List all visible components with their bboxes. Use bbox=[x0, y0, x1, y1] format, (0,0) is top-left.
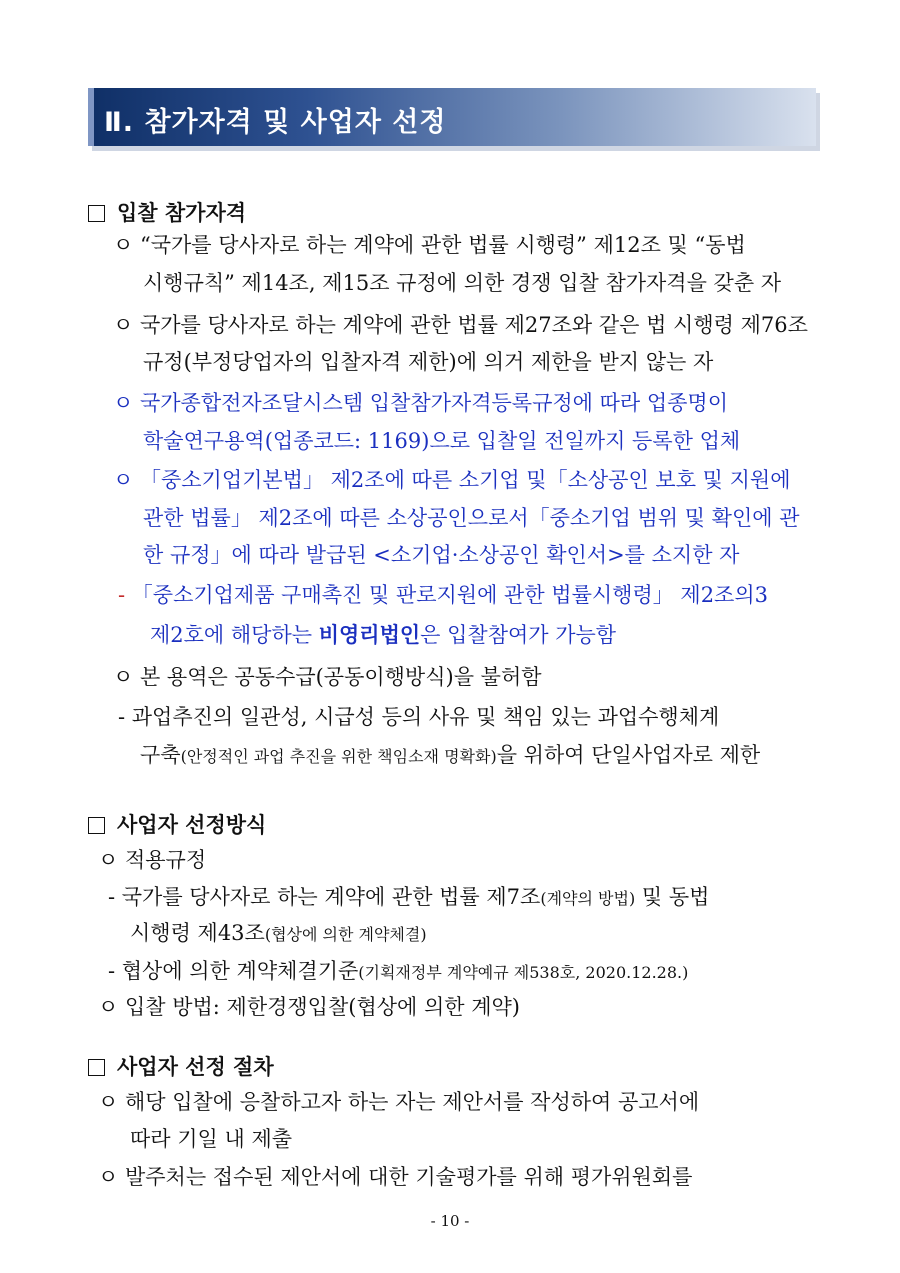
page-title: Ⅱ. 참가자격 및 사업자 선정 bbox=[104, 107, 447, 138]
page-number: - 10 - bbox=[430, 1212, 470, 1230]
text-line: ㅇ 적용규정 bbox=[98, 848, 207, 872]
checkbox-square-icon bbox=[88, 1059, 105, 1076]
checkbox-square-icon bbox=[88, 205, 105, 222]
text-line: - 국가를 당사자로 하는 계약에 관한 법률 제7조(계약의 방법) 및 동법 bbox=[108, 885, 710, 909]
text-line: 관한 법률」 제2조에 따른 소상공인으로서「중소기업 범위 및 확인에 관 bbox=[143, 506, 800, 530]
text-line: 학술연구용역(업종코드: 1169)으로 입찰일 전일까지 등록한 업체 bbox=[143, 429, 741, 453]
text-line: 시행령 제43조(협상에 의한 계약체결) bbox=[130, 921, 427, 945]
text-line: 제2호에 해당하는 비영리법인은 입찰참여가 가능함 bbox=[150, 622, 617, 647]
text-line: ㅇ 「중소기업기본법」 제2조에 따른 소기업 및「소상공인 보호 및 지원에 bbox=[113, 468, 791, 492]
text-line: ㅇ 발주처는 접수된 제안서에 대한 기술평가를 위해 평가위원회를 bbox=[98, 1165, 693, 1189]
text-line: - 「중소기업제품 구매촉진 및 판로지원에 관한 법률시행령」 제2조의3 bbox=[118, 583, 768, 607]
text-line: ㅇ 국가를 당사자로 하는 계약에 관한 법률 제27조와 같은 법 시행령 제76조 bbox=[113, 313, 808, 337]
text-line: 시행규칙” 제14조, 제15조 규정에 의한 경쟁 입찰 참가자격을 갖춘 자 bbox=[143, 271, 782, 295]
text-line: - 과업추진의 일관성, 시급성 등의 사유 및 책임 있는 과업수행체계 bbox=[118, 705, 720, 729]
text-line: ㅇ 국가종합전자조달시스템 입찰참가자격등록규정에 따라 업종명이 bbox=[113, 391, 728, 415]
text-line: 구축(안정적인 과업 추진을 위한 책임소재 명확화)을 위하여 단일사업자로 제한 bbox=[140, 743, 761, 767]
text-line: ㅇ 본 용역은 공동수급(공동이행방식)을 불허함 bbox=[113, 665, 542, 689]
checkbox-square-icon bbox=[88, 817, 105, 834]
section-heading-eligibility: 입찰 참가자격 bbox=[88, 198, 246, 228]
banner-accent bbox=[88, 88, 94, 146]
text-line: 따라 기일 내 제출 bbox=[130, 1127, 293, 1151]
text-line: 한 규정」에 따라 발급된 <소기업·소상공인 확인서>를 소지한 자 bbox=[143, 543, 740, 567]
text-line: ㅇ “국가를 당사자로 하는 계약에 관한 법률 시행령” 제12조 및 “동법 bbox=[113, 233, 746, 257]
text-line: ㅇ 입찰 방법: 제한경쟁입찰(협상에 의한 계약) bbox=[98, 995, 520, 1019]
text-line: - 협상에 의한 계약체결기준(기획재정부 계약예규 제538호, 2020.12.28.) bbox=[108, 959, 689, 983]
section-heading-selection-method: 사업자 선정방식 bbox=[88, 810, 266, 840]
section-heading-selection-procedure: 사업자 선정 절차 bbox=[88, 1052, 274, 1082]
highlight-nonprofit: 비영리법인 bbox=[318, 622, 421, 647]
text-line: ㅇ 해당 입찰에 응찰하고자 하는 자는 제안서를 작성하여 공고서에 bbox=[98, 1090, 700, 1114]
dash-marker: - bbox=[118, 583, 132, 607]
text-line: 규정(부정당업자의 입찰자격 제한)에 의거 제한을 받지 않는 자 bbox=[143, 350, 714, 374]
